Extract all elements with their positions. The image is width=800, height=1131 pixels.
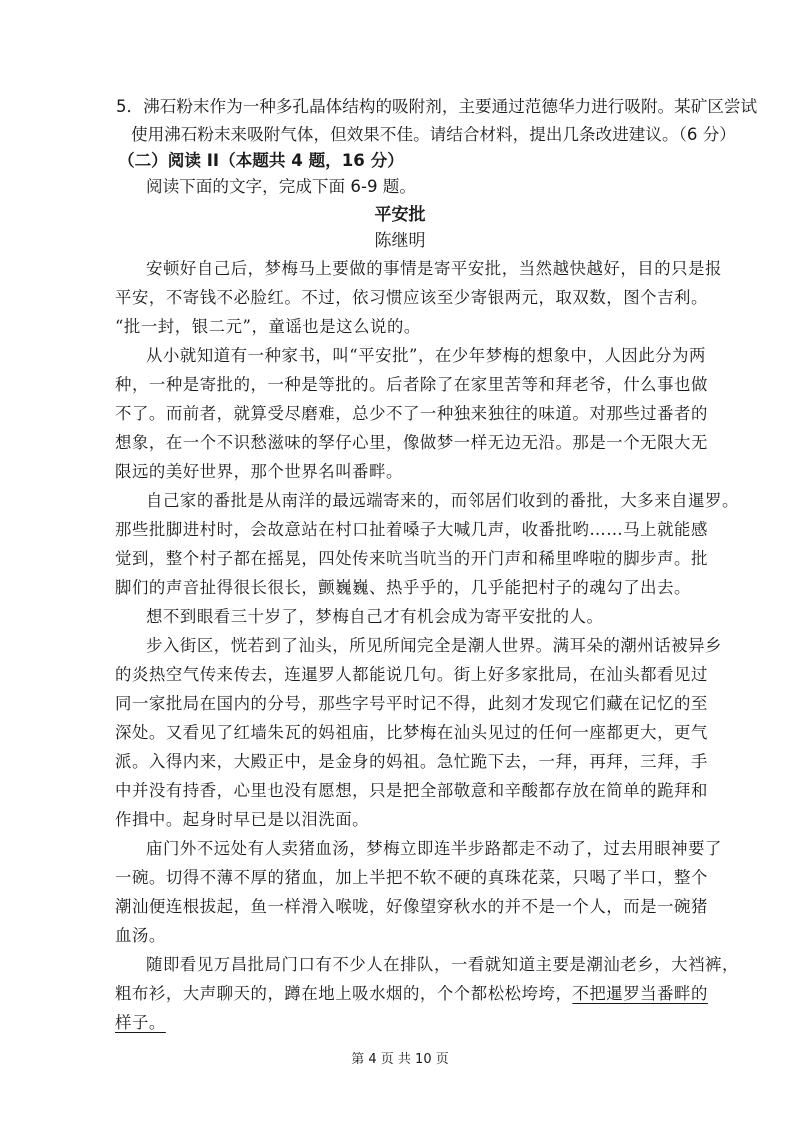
question-5-line-1: 5．沸石粉末作为一种多孔晶体结构的吸附剂，主要通过范德华力进行吸附。某矿区尝试 <box>116 97 758 116</box>
story-title: 平安批 <box>374 205 426 225</box>
story-line: 潮汕便连根拔起，鱼一样滑入喉咙，好像望穿秋水的并不是一个人，而是一碗猪 <box>115 897 708 916</box>
story-line: “批一封，银二元”，童谣也是这么说的。 <box>115 317 421 336</box>
story-line: 想不到眼看三十岁了，梦梅自己才有机会成为寄平安批的人。 <box>146 607 604 626</box>
story-line: 深处。又看见了红墙朱瓦的妈祖庙，比梦梅在汕头见过的任何一座都更大，更气 <box>115 723 708 742</box>
story-line: 安顿好自己后，梦梅马上要做的事情是寄平安批，当然越快越好，目的只是报 <box>146 259 722 278</box>
story-line: 同一家批局在国内的分号，那些字号平时记不得，此刻才发现它们藏在记忆的至 <box>115 694 708 713</box>
story-line: 自己家的番批是从南洋的最远端寄来的，而邻居们收到的番批，大多来自暹罗。 <box>146 491 739 510</box>
story-line: 想象，在一个不识愁滋味的孥仔心里，像做梦一样无边无沿。那是一个无限大无 <box>115 433 708 452</box>
story-line: 庙门外不远处有人卖猪血汤，梦梅立即连半步路都走不动了，过去用眼神要了 <box>146 839 722 858</box>
story-line: 种，一种是寄批的，一种是等批的。后者除了在家里苦等和拜老爷，什么事也做 <box>115 375 708 394</box>
story-line <box>115 983 708 1005</box>
section-heading: （二）阅读 II（本题共 4 题，16 分） <box>118 151 404 170</box>
story-line: 步入街区，恍若到了汕头，所见所闻完全是潮人世界。满耳朵的潮州话被异乡 <box>146 636 722 655</box>
story-line-text: 粗布衫，大声聊天的，蹲在地上吸水烟的，个个都松松垮垮， <box>115 984 573 1003</box>
page-footer: 第 4 页 共 10 页 <box>351 1052 449 1067</box>
story-line: 派。入得内来，大殿正中，是金身的妈祖。急忙跪下去，一拜，再拜，三拜，手 <box>115 752 708 771</box>
story-line: 一碗。切得不薄不厚的猪血，加上半把不软不硬的真珠花菜，只喝了半口，整个 <box>115 868 708 887</box>
story-line: 限远的美好世界，那个世界名叫番畔。 <box>115 462 403 481</box>
story-line: 平安，不寄钱不必脸红。不过，依习惯应该至少寄银两元，取双数，图个吉利。 <box>115 288 708 307</box>
story-author: 陈继明 <box>374 231 426 251</box>
reading-instruction: 阅读下面的文字，完成下面 6-9 题。 <box>146 177 416 196</box>
story-line: 从小就知道有一种家书，叫“平安批”，在少年梦梅的想象中，人因此分为两 <box>146 346 706 365</box>
story-line: 作揖中。起身时早已是以泪洗面。 <box>115 810 370 829</box>
underlined-phrase-end: 样子。 <box>115 1013 166 1032</box>
story-line: 脚们的声音扯得很长很长，颤巍巍、热乎乎的，几乎能把村子的魂勾了出去。 <box>115 578 691 597</box>
story-line: 的炎热空气传来传去，连暹罗人都能说几句。街上好多家批局，在汕头都看见过 <box>115 665 708 684</box>
underlined-phrase: 不把暹罗当番畔的 <box>572 984 708 1003</box>
story-line: 那些批脚进村时，会故意站在村口扯着嗓子大喊几声，收番批哟……马上就能感 <box>115 520 708 539</box>
story-line: 血汤。 <box>115 926 166 945</box>
story-line: 中并没有持香，心里也没有愿想，只是把全部敬意和辛酸都存放在简单的跪拜和 <box>115 781 708 800</box>
story-line: 觉到，整个村子都在摇晃，四处传来吭当吭当的开门声和稀里哗啦的脚步声。批 <box>115 549 708 568</box>
question-5-line-2: 使用沸石粉末来吸附气体，但效果不佳。请结合材料，提出几条改进建议。（6 分） <box>131 125 736 144</box>
story-line: 不了。而前者，就算受尽磨难，总少不了一种独来独往的味道。对那些过番者的 <box>115 404 708 423</box>
story-line: 随即看见万昌批局门口有不少人在排队，一看就知道主要是潮汕老乡，大裆裤， <box>146 955 739 974</box>
